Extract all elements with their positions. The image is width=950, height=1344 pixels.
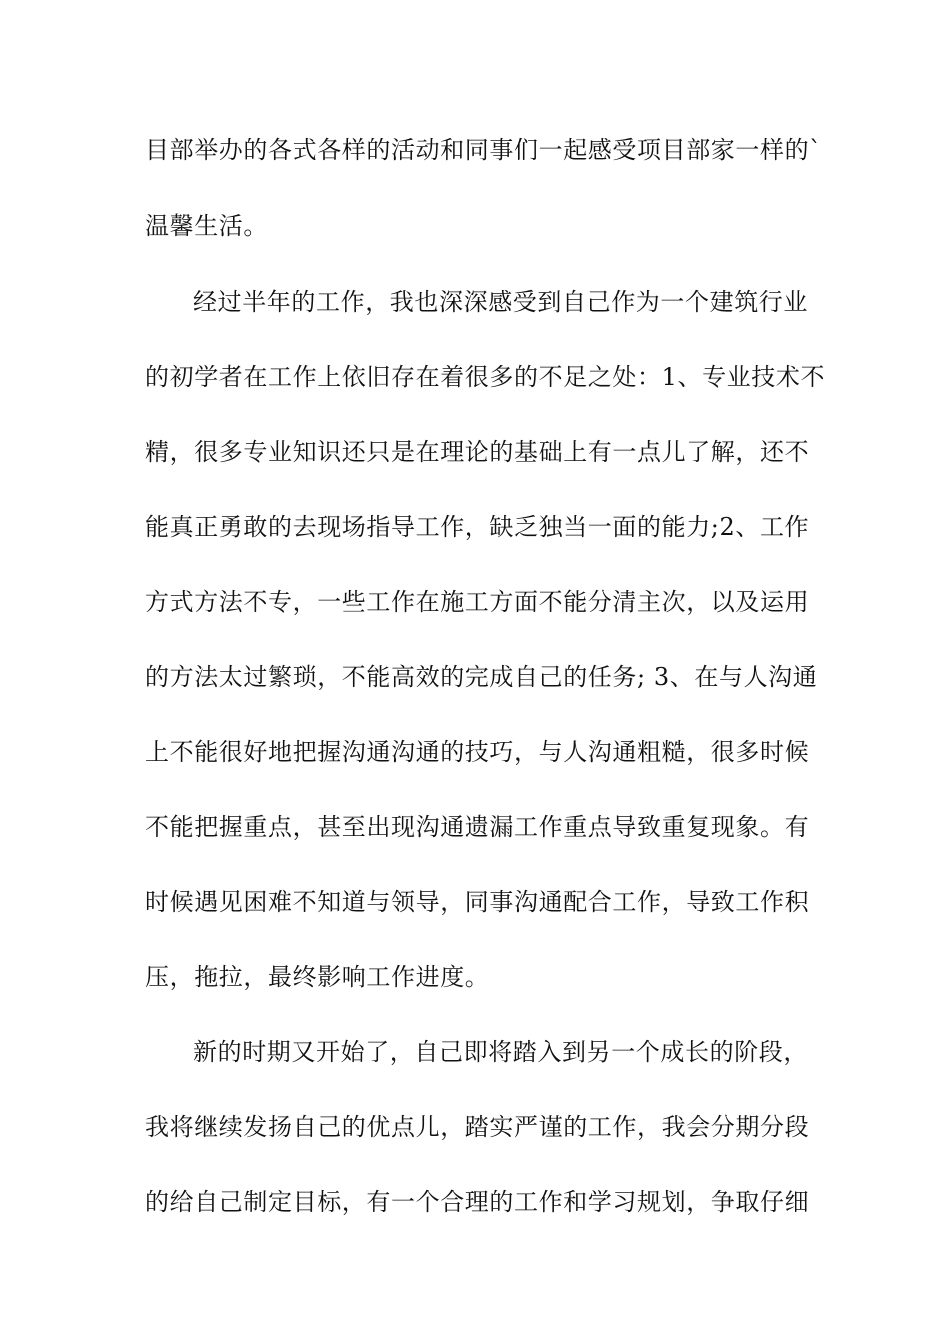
text-line: 温馨生活。 [145,212,268,240]
text-line: 目部举办的各式各样的活动和同事们一起感受项目部家一样的` [145,136,822,164]
text-line: 方式方法不专，一些工作在施工方面不能分清主次，以及运用 [145,588,810,616]
text-line: 我将继续发扬自己的优点儿，踏实严谨的工作，我会分期分段 [145,1113,810,1141]
paragraph-start-line: 经过半年的工作，我也深深感受到自己作为一个建筑行业 [193,288,808,316]
text-line: 的给自己制定目标，有一个合理的工作和学习规划，争取仔细 [145,1188,810,1216]
text-line: 上不能很好地把握沟通沟通的技巧，与人沟通粗糙，很多时候 [145,738,810,766]
text-line: 时候遇见困难不知道与领导，同事沟通配合工作，导致工作积 [145,888,810,916]
paragraph-start-line: 新的时期又开始了，自己即将踏入到另一个成长的阶段， [193,1038,808,1066]
text-line: 能真正勇敢的去现场指导工作，缺乏独当一面的能力;2、工作 [145,513,810,541]
text-line: 的初学者在工作上依旧存在着很多的不足之处：1、专业技术不 [145,363,826,391]
text-line: 不能把握重点，甚至出现沟通遗漏工作重点导致重复现象。有 [145,813,810,841]
text-line: 压，拖拉，最终影响工作进度。 [145,963,490,991]
text-line: 的方法太过繁琐，不能高效的完成自己的任务; 3、在与人沟通 [145,663,818,691]
text-line: 精，很多专业知识还只是在理论的基础上有一点儿了解，还不 [145,438,810,466]
